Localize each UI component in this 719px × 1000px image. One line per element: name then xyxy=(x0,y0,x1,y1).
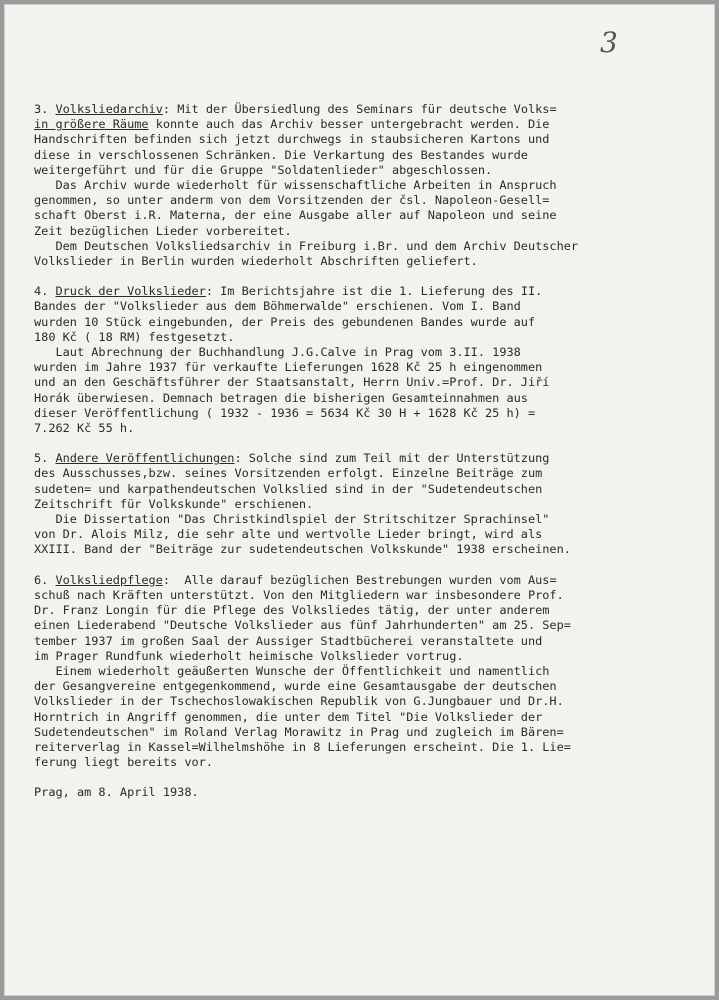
text-line: ferung liegt bereits vor. xyxy=(34,755,213,770)
text-line: einen Liederabend "Deutsche Volkslieder aus fünf Jahrhunderten" am 25. Sep= xyxy=(34,618,571,633)
underlined-heading: Druck der Volkslieder xyxy=(55,284,206,299)
line-prefix: 3. xyxy=(34,102,56,116)
document-body xyxy=(34,102,674,801)
text-line xyxy=(34,117,674,132)
section-veroeffentlichungen xyxy=(34,451,674,557)
text-line: sudeten= und karpathendeutschen Volkslied sind in der "Sudetendeutschen xyxy=(34,481,543,496)
text-line: 7.262 Kč 55 h. xyxy=(34,421,135,436)
text-line: Bandes der "Volkslieder aus dem Böhmerwalde" erschienen. Vom I. Band xyxy=(34,299,521,314)
text-line: Das Archiv wurde wiederholt für wissenschaftliche Arbeiten in Anspruch xyxy=(34,178,557,193)
text-line: tember 1937 im großen Saal der Aussiger Stadtbücherei veranstaltete und xyxy=(34,633,543,648)
text-line: Dr. Franz Longin für die Pflege des Volksliedes tätig, der unter anderem xyxy=(34,603,550,618)
text-line: schuß nach Kräften unterstützt. Von den Mitgliedern war insbesondere Prof. xyxy=(34,587,564,602)
text-line: der Gesangvereine entgegenkommend, wurde eine Gesamtausgabe der deutschen xyxy=(34,679,557,694)
paragraph-gap xyxy=(34,269,674,284)
text-line: wurden 10 Stück eingebunden, der Preis des gebundenen Bandes wurde auf xyxy=(34,314,536,329)
section-volksliedpflege xyxy=(34,573,674,771)
paragraph-gap xyxy=(34,770,674,785)
text-line: genommen, so unter anderm von dem Vorsitzenden der čsl. Napoleon-Gesell= xyxy=(34,193,550,208)
text-line: Zeit bezüglichen Lieder vorbereitet. xyxy=(34,223,292,238)
text-line: Einem wiederholt geäußerten Wunsche der Öffentlichkeit und namentlich xyxy=(34,663,550,678)
text-line: dieser Veröffentlichung ( 1932 - 1936 = 5634 Kč 30 H + 1628 Kč 25 h) = xyxy=(34,405,536,420)
line-suffix: konnte auch das Archiv besser untergebracht werden. Die xyxy=(148,117,550,132)
text-line: des Ausschusses,bzw. seines Vorsitzenden erfolgt. Einzelne Beiträge zum xyxy=(34,466,543,481)
line-suffix: : Mit der Übersiedlung des Seminars für deutsche Volks= xyxy=(162,102,557,116)
section-druck xyxy=(34,284,674,436)
text-line: reiterverlag in Kassel=Wilhelmshöhe in 8 Lieferungen erscheint. Die 1. Lie= xyxy=(34,739,571,754)
text-line: diese in verschlossenen Schränken. Die Verkartung des Bestandes wurde xyxy=(34,147,528,162)
text-line: Sudetendeutschen" im Roland Verlag Morawitz in Prag und zugleich im Bären= xyxy=(34,724,564,739)
text-line: wurden im Jahre 1937 für verkaufte Lieferungen 1628 Kč 25 h eingenommen xyxy=(34,360,543,375)
section-volksliedarchiv xyxy=(34,102,674,269)
line-prefix: 6. xyxy=(34,572,56,587)
text-line xyxy=(34,284,674,299)
line-suffix: : Im Berichtsjahre ist die 1. Lieferung des II. xyxy=(205,284,543,299)
underlined-heading: Volksliedarchiv xyxy=(55,102,163,116)
text-line: schaft Oberst i.R. Materna, der eine Ausgabe aller auf Napoleon und seine xyxy=(34,208,557,223)
text-line: Dem Deutschen Volksliedsarchiv in Freiburg i.Br. und dem Archiv Deutscher xyxy=(34,238,579,253)
text-line: von Dr. Alois Milz, die sehr alte und wertvolle Lieder bringt, wird als xyxy=(34,527,543,542)
text-line: Die Dissertation "Das Christkindlspiel der Stritschitzer Sprachinsel" xyxy=(34,512,550,527)
text-line: XXIII. Band der "Beiträge zur sudetendeutschen Volkskunde" 1938 erscheinen. xyxy=(34,542,571,557)
text-line xyxy=(34,102,674,117)
text-line: Laut Abrechnung der Buchhandlung J.G.Calve in Prag vom 3.II. 1938 xyxy=(34,345,521,360)
paragraph-gap xyxy=(34,558,674,573)
text-line: Handschriften befinden sich jetzt durchwegs in staubsicheren Kartons und xyxy=(34,132,550,147)
line-suffix: : Solche sind zum Teil mit der Unterstützung xyxy=(234,451,550,466)
text-line: Volkslieder in der Tschechoslowakischen Republik von G.Jungbauer und Dr.H. xyxy=(34,694,564,709)
paragraph-gap xyxy=(34,436,674,451)
underlined-heading: Andere Veröffentlichungen xyxy=(55,451,235,466)
closing-date-line: Prag, am 8. April 1938. xyxy=(34,785,199,800)
text-line xyxy=(34,451,674,466)
line-prefix: 4. xyxy=(34,284,56,299)
text-line: Zeitschrift für Volkskunde" erschienen. xyxy=(34,496,314,511)
underlined-heading: in größere Räume xyxy=(34,117,149,132)
document-page xyxy=(4,4,715,996)
line-suffix: : Alle darauf bezüglichen Bestrebungen wurden vom Aus= xyxy=(162,572,557,587)
text-line: im Prager Rundfunk wiederholt heimische Volkslieder vortrug. xyxy=(34,648,464,663)
text-line: weitergeführt und für die Gruppe "Soldatenlieder" abgeschlossen. xyxy=(34,162,493,177)
text-line: Volkslieder in Berlin wurden wiederholt Abschriften geliefert. xyxy=(34,254,478,269)
text-line xyxy=(34,573,674,588)
underlined-heading: Volksliedpflege xyxy=(55,572,163,587)
text-line: 180 Kč ( 18 RM) festgesetzt. xyxy=(34,329,235,344)
text-line: Horntrich in Angriff genommen, die unter dem Titel "Die Volkslieder der xyxy=(34,709,543,724)
line-prefix: 5. xyxy=(34,451,56,466)
text-line: und an den Geschäftsführer der Staatsanstalt, Herrn Univ.=Prof. Dr. Jiří xyxy=(34,375,550,390)
text-line: Horák überwiesen. Demnach betragen die bisherigen Gesamteinnahmen aus xyxy=(34,390,528,405)
page-number: 3 xyxy=(600,26,618,59)
